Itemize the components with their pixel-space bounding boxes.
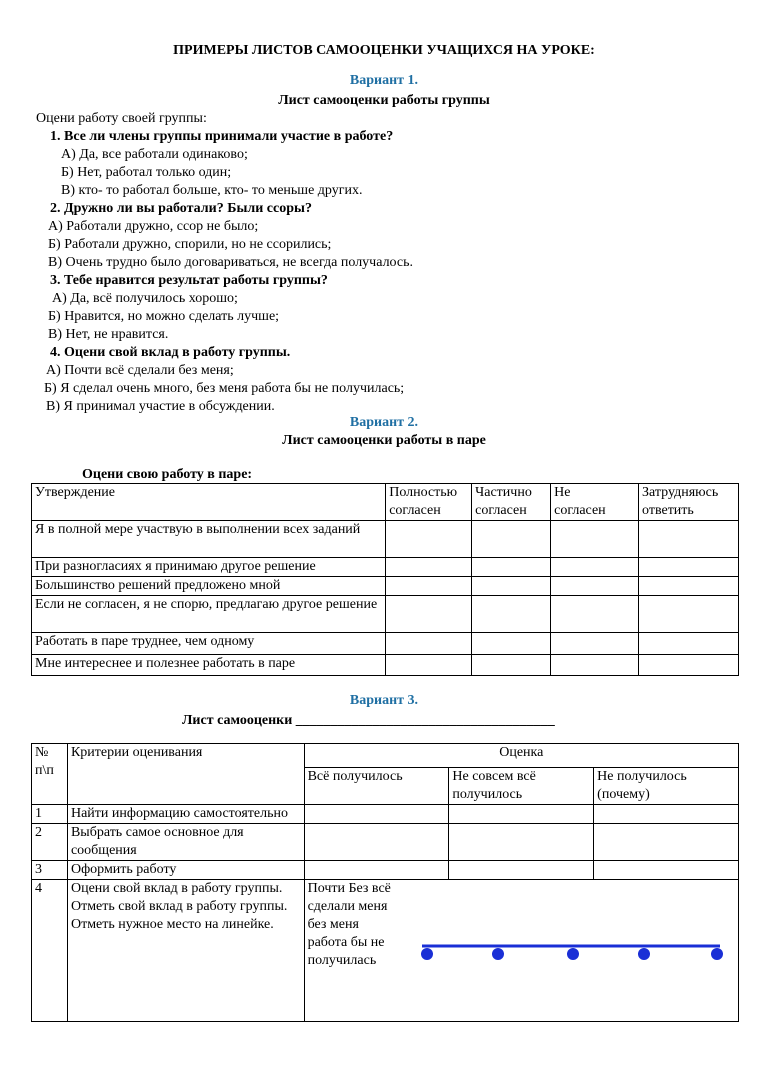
- question-2: 2. Дружно ли вы работали? Были ссоры?: [50, 201, 312, 216]
- answer-cell[interactable]: [639, 521, 739, 558]
- question-4: 4. Оцени свой вклад в работу группы.: [50, 345, 291, 360]
- answer-cell[interactable]: [386, 558, 472, 577]
- self-assessment-criteria-table: [31, 743, 739, 1022]
- answer-cell[interactable]: [551, 521, 639, 558]
- question-1: 1. Все ли члены группы принимали участие в работе?: [50, 129, 394, 144]
- answer-4c: В) Я принимал участие в обсуждении.: [46, 399, 275, 414]
- score-cell[interactable]: [594, 861, 739, 880]
- answer-cell[interactable]: [639, 558, 739, 577]
- table-row: Я в полной мере участвую в выполнении всех заданий: [32, 521, 386, 558]
- score-cell[interactable]: [594, 805, 739, 824]
- header-not-quite: Не совсем всё получилось: [449, 768, 594, 805]
- score-cell[interactable]: [449, 824, 594, 861]
- row-number: 4: [32, 880, 68, 1022]
- pair-assessment-table: [31, 483, 739, 676]
- header-disagree: Не согласен: [551, 484, 639, 521]
- scale-point[interactable]: [567, 948, 579, 960]
- answer-cell[interactable]: [386, 596, 472, 633]
- contribution-scale-ruler[interactable]: [415, 938, 727, 964]
- answer-2c: В) Очень трудно было договариваться, не всегда получалось.: [48, 255, 413, 270]
- header-number: № п\п: [32, 744, 68, 805]
- variant-2-heading: Вариант 2.: [349, 415, 419, 430]
- variant-2-intro: Оцени свою работу в паре:: [82, 467, 253, 482]
- answer-cell[interactable]: [551, 558, 639, 577]
- criterion-text: Найти информацию самостоятельно: [67, 805, 304, 824]
- answer-cell[interactable]: [551, 633, 639, 655]
- table-row: При разногласиях я принимаю другое решение: [32, 558, 386, 577]
- variant-1-sheet-title: Лист самооценки работы группы: [278, 93, 490, 108]
- variant-3-heading: Вариант 3.: [349, 693, 419, 708]
- answer-cell[interactable]: [472, 577, 551, 596]
- variant-3-sheet-title: Лист самооценки _____________________________________: [182, 713, 555, 728]
- header-score: Оценка: [304, 744, 738, 768]
- score-cell[interactable]: [449, 861, 594, 880]
- answer-cell[interactable]: [472, 558, 551, 577]
- score-cell[interactable]: [304, 861, 449, 880]
- answer-cell[interactable]: [386, 577, 472, 596]
- criterion-text: Выбрать самое основное для сообщения: [67, 824, 304, 861]
- header-partly-agree: Частично согласен: [472, 484, 551, 521]
- table-row: Мне интереснее и полезнее работать в паре: [32, 655, 386, 676]
- answer-cell[interactable]: [639, 633, 739, 655]
- scale-point[interactable]: [638, 948, 650, 960]
- answer-3a: А) Да, всё получилось хорошо;: [52, 291, 238, 306]
- answer-1b: Б) Нет, работал только один;: [61, 165, 232, 180]
- header-not-done: Не получилось (почему): [594, 768, 739, 805]
- page-title: ПРИМЕРЫ ЛИСТОВ САМООЦЕНКИ УЧАЩИХСЯ НА УРОКЕ:: [173, 43, 595, 58]
- table-row: Если не согласен, я не спорю, предлагаю другое решение: [32, 596, 386, 633]
- answer-cell[interactable]: [386, 633, 472, 655]
- header-all-done: Всё получилось: [304, 768, 449, 805]
- score-cell[interactable]: [594, 824, 739, 861]
- row-number: 3: [32, 861, 68, 880]
- score-cell[interactable]: [304, 824, 449, 861]
- answer-2b: Б) Работали дружно, спорили, но не ссорились;: [48, 237, 332, 252]
- score-cell[interactable]: [449, 805, 594, 824]
- scale-label: Почти Без всё сделали меня без меня работа бы не получилась: [307, 881, 391, 968]
- answer-cell[interactable]: [472, 633, 551, 655]
- answer-cell[interactable]: [639, 655, 739, 676]
- answer-1a: А) Да, все работали одинаково;: [61, 147, 248, 162]
- header-criteria: Критерии оценивания: [67, 744, 304, 805]
- header-not-sure: Затрудняюсь ответить: [639, 484, 739, 521]
- scale-point[interactable]: [492, 948, 504, 960]
- answer-4b: Б) Я сделал очень много, без меня работа бы не получилась;: [44, 381, 405, 396]
- answer-1c: В) кто- то работал больше, кто- то меньше других.: [61, 183, 363, 198]
- score-cell[interactable]: [304, 805, 449, 824]
- scale-point[interactable]: [421, 948, 433, 960]
- answer-cell[interactable]: [639, 596, 739, 633]
- answer-cell[interactable]: [639, 577, 739, 596]
- answer-cell[interactable]: [472, 521, 551, 558]
- answer-cell[interactable]: [551, 655, 639, 676]
- criterion-text: Оформить работу: [67, 861, 304, 880]
- row-number: 1: [32, 805, 68, 824]
- scale-point[interactable]: [711, 948, 723, 960]
- answer-cell[interactable]: [551, 596, 639, 633]
- answer-cell[interactable]: [386, 521, 472, 558]
- answer-cell[interactable]: [472, 655, 551, 676]
- header-fully-agree: Полностью согласен: [386, 484, 472, 521]
- answer-cell[interactable]: [472, 596, 551, 633]
- answer-4a: А) Почти всё сделали без меня;: [46, 363, 234, 378]
- question-3: 3. Тебе нравится результат работы группы?: [50, 273, 328, 288]
- answer-3c: В) Нет, не нравится.: [48, 327, 169, 342]
- header-statement: Утверждение: [32, 484, 386, 521]
- table-row: Большинство решений предложено мной: [32, 577, 386, 596]
- answer-3b: Б) Нравится, но можно сделать лучше;: [48, 309, 280, 324]
- variant-1-heading: Вариант 1.: [349, 73, 419, 88]
- answer-2a: А) Работали дружно, ссор не было;: [48, 219, 259, 234]
- variant-1-intro: Оцени работу своей группы:: [36, 111, 207, 126]
- answer-cell[interactable]: [551, 577, 639, 596]
- criterion-text: Оцени свой вклад в работу группы. Отметь свой вклад в работу группы. Отметь нужное место на линейке.: [67, 880, 304, 1022]
- answer-cell[interactable]: [386, 655, 472, 676]
- variant-2-sheet-title: Лист самооценки работы в паре: [282, 433, 486, 448]
- table-row: Работать в паре труднее, чем одному: [32, 633, 386, 655]
- row-number: 2: [32, 824, 68, 861]
